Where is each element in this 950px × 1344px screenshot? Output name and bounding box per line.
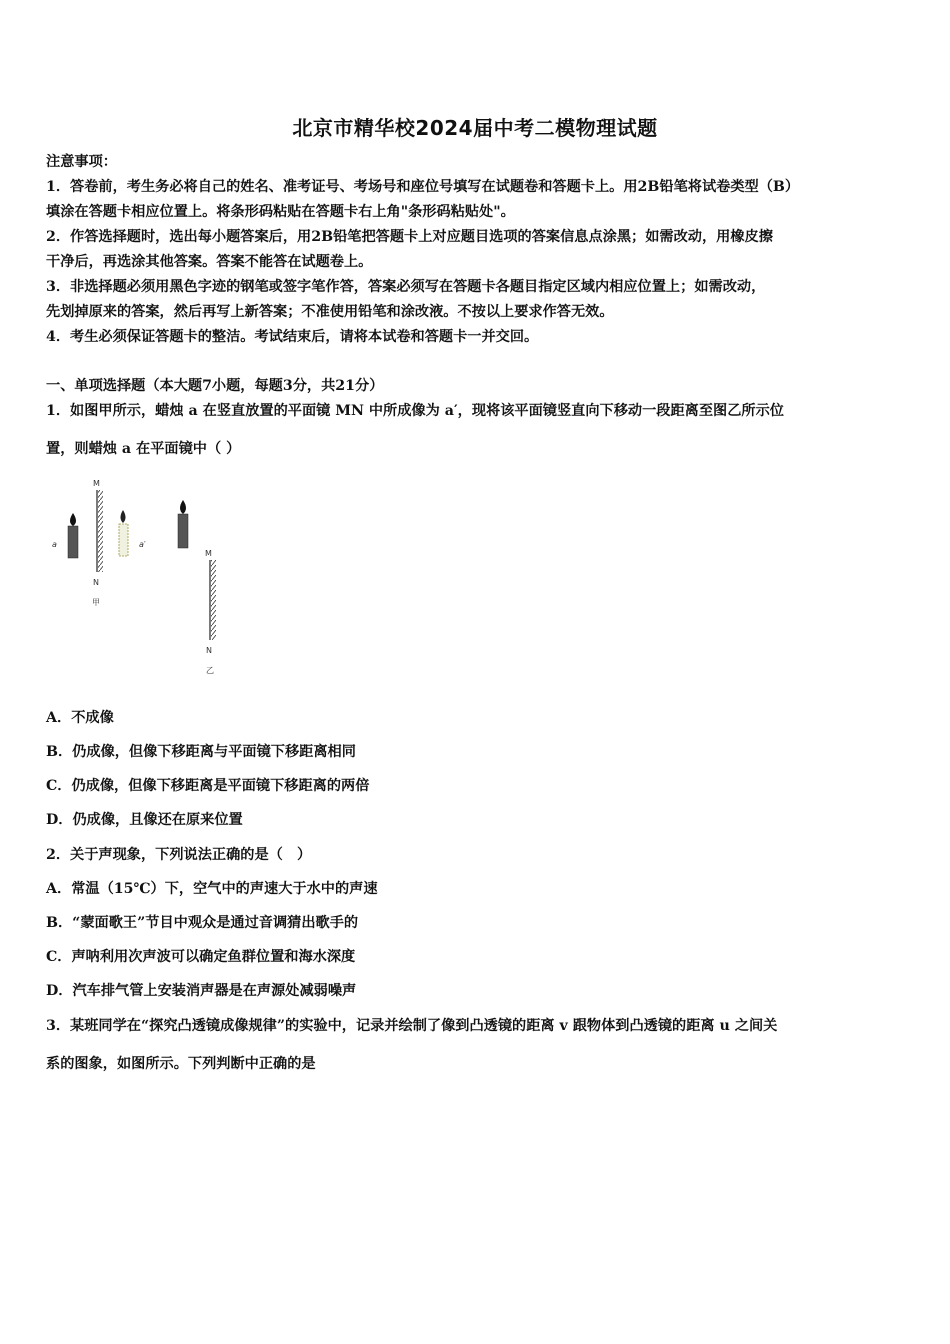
caption-yi: 乙 — [206, 666, 214, 675]
page-title: 北京市精华校2024届中考二模物理试题 — [292, 116, 658, 140]
notice-line: 2．作答选择题时，选出每小题答案后，用2B铅笔把答题卡上对应题目选项的答案信息点涂黑；如需改动，用橡皮擦 — [46, 229, 773, 245]
candle-image-a-prime — [119, 510, 128, 556]
notice-heading: 注意事项： — [46, 154, 117, 170]
notice-line: 先划掉原来的答案，然后再写上新答案；不准使用铅笔和涂改液。不按以上要求作答无效。 — [46, 304, 614, 320]
q2-option-b: B．“蒙面歌王”节目中观众是通过音调猜出歌手的 — [46, 915, 359, 931]
mirror-mn-jia — [97, 490, 103, 572]
q2-option-a: A．常温（15℃）下，空气中的声速大于水中的声速 — [46, 881, 378, 897]
q3-stem-continued: 系的图象，如图所示。下列判断中正确的是 — [46, 1056, 316, 1072]
label-a: a — [52, 540, 57, 549]
q2-option-c: C．声呐利用次声波可以确定鱼群位置和海水深度 — [46, 949, 356, 965]
mirror-candle-figure — [40, 470, 240, 685]
caption-jia: 甲 — [92, 598, 100, 607]
q1-stem: 1．如图甲所示，蜡烛 a 在竖直放置的平面镜 MN 中所成像为 a′，现将该平面镜竖直向下移动一段距离至图乙所示位 — [46, 403, 784, 419]
notice-line: 1．答卷前，考生务必将自己的姓名、准考证号、考场号和座位号填写在试题卷和答题卡上。用2B铅笔将试卷类型（B） — [46, 179, 800, 195]
notice-line: 干净后，再选涂其他答案。答案不能答在试题卷上。 — [46, 254, 373, 270]
candle-a — [68, 513, 78, 558]
notice-line: 3．非选择题必须用黑色字迹的钢笔或签字笔作答，答案必须写在答题卡各题目指定区域内相应位置上；如需改动， — [46, 279, 766, 295]
label-a-prime: a′ — [139, 540, 146, 549]
q3-stem: 3．某班同学在“探究凸透镜成像规律”的实验中，记录并绘制了像到凸透镜的距离 v 跟物体到凸透镜的距离 u 之间关 — [46, 1018, 778, 1034]
mirror-mn-yi — [210, 560, 216, 640]
notice-line: 4．考生必须保证答题卡的整洁。考试结束后，请将本试卷和答题卡一并交回。 — [46, 329, 539, 345]
q1-option-b: B．仍成像，但像下移距离与平面镜下移距离相同 — [46, 744, 356, 760]
section-heading: 一、单项选择题（本大题7小题，每题3分，共21分） — [46, 378, 384, 394]
notice-line: 填涂在答题卡相应位置上。将条形码粘贴在答题卡右上角"条形码粘贴处"。 — [46, 204, 515, 220]
label-n: N — [93, 578, 99, 587]
label-m: M — [93, 479, 100, 488]
q2-option-d: D．汽车排气管上安装消声器是在声源处减弱噪声 — [46, 983, 357, 999]
candle-a-yi — [178, 500, 188, 548]
label-m-yi: M — [205, 549, 212, 558]
q1-option-d: D．仍成像，且像还在原来位置 — [46, 812, 243, 828]
label-n-yi: N — [206, 646, 212, 655]
q1-option-a: A．不成像 — [46, 710, 114, 726]
q2-stem: 2．关于声现象，下列说法正确的是（ ） — [46, 847, 312, 863]
q1-option-c: C．仍成像，但像下移距离是平面镜下移距离的两倍 — [46, 778, 370, 794]
q1-stem-continued: 置，则蜡烛 a 在平面镜中（ ） — [46, 441, 241, 457]
